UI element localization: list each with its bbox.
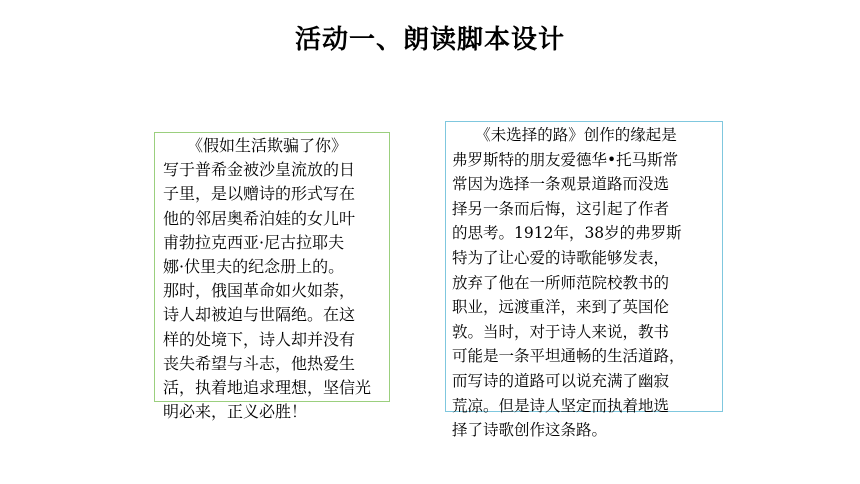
poem-background-box-pushkin: 《假如生活欺骗了你》 写于普希金被沙皇流放的日 子里，是以赠诗的形式写在 他的邻居奥希泊娃的女儿叶 甫勃拉克西亚·尼古拉耶夫 娜·伏里夫的纪念册上的。 那时，俄国革命如火如荼， 诗人却被迫与世隔绝。在这 样的处境下，诗人却并没有 丧失希望与斗志，他热爱生 活，执着地追求理想，坚信光 明必来，正义必胜！: [154, 132, 390, 402]
poem-background-box-frost: 《未选择的路》创作的缘起是 弗罗斯特的朋友爱德华•托马斯常 常因为选择一条观景道路而没选 择另一条而后悔，这引起了作者 的思考。1912年，38岁的弗罗斯 特为了让心爱的诗歌能够发表， 放弃了他在一所师范院校教书的 职业，远渡重洋，来到了英国伦 敦。当时，对于诗人来说，教书 可能是一条平坦通畅的生活道路， 而写诗的道路可以说充满了幽寂 荒凉。但是诗人坚定而执着地选 择了诗歌创作这条路。: [445, 121, 723, 412]
slide-title: 活动一、朗读脚本设计: [294, 25, 565, 55]
